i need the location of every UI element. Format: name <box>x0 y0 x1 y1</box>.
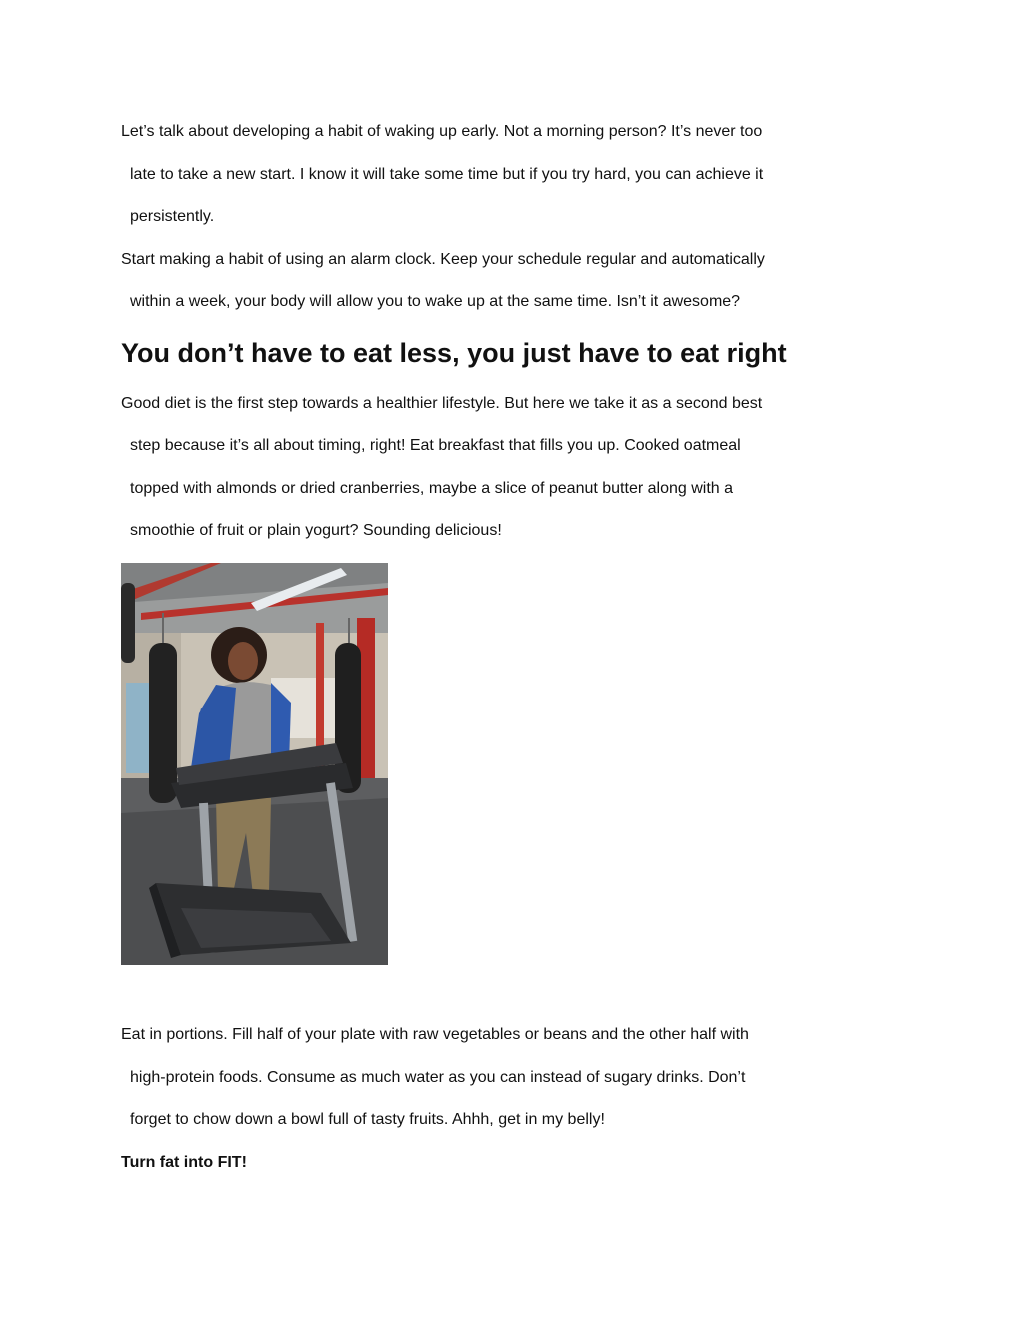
intro-line-1: Let’s talk about developing a habit of waking up early. Not a morning person? It’s never too <box>121 123 763 140</box>
alarm-line-1: Start making a habit of using an alarm clock. Keep your schedule regular and automatically <box>121 251 765 268</box>
diet-line-1: Good diet is the first step towards a healthier lifestyle. But here we take it as a second best <box>121 395 763 412</box>
closing-line: Turn fat into FIT! <box>121 1154 247 1171</box>
intro-line-3: persistently. <box>130 208 215 225</box>
diet-line-4: smoothie of fruit or plain yogurt? Sounding delicious! <box>130 522 502 539</box>
treadmill-photo <box>121 563 388 965</box>
alarm-line-2: within a week, your body will allow you to wake up at the same time. Isn’t it awesome? <box>130 293 741 310</box>
diet-line-2: step because it’s all about timing, right! Eat breakfast that fills you up. Cooked oatmeal <box>130 437 741 454</box>
portions-line-2: high-protein foods. Consume as much water as you can instead of sugary drinks. Don’t <box>130 1069 746 1086</box>
portions-line-3: forget to chow down a bowl full of tasty fruits. Ahhh, get in my belly! <box>130 1111 605 1128</box>
portions-line-1: Eat in portions. Fill half of your plate with raw vegetables or beans and the other half with <box>121 1026 749 1043</box>
diet-line-3: topped with almonds or dried cranberries, maybe a slice of peanut butter along with a <box>130 480 734 497</box>
intro-line-2: late to take a new start. I know it will take some time but if you try hard, you can achieve it <box>130 166 764 183</box>
section-heading: You don’t have to eat less, you just have to eat right <box>121 338 787 368</box>
